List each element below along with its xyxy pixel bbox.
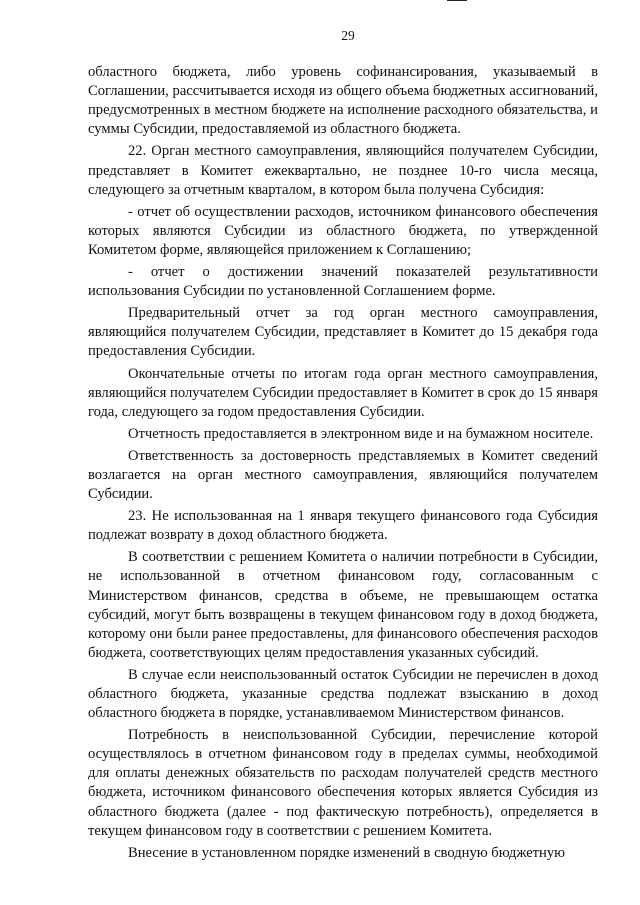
scan-mark <box>447 0 467 1</box>
paragraph: 23. Не использованная на 1 января текущего финансового года Субсидия подлежат возврату в доход областного бюджета. <box>88 508 598 544</box>
paragraph: Ответственность за достоверность представляемых в Комитет сведений возлагается на орган местного самоуправления, являющийся получателем Субсидии. <box>88 447 598 503</box>
paragraph: 22. Орган местного самоуправления, являющийся получателем Субсидии, представляет в Комитет ежеквартально, не позднее 10-го числа месяца, следующего за отчетным кварталом, в котором была получена Субсидия: <box>88 143 598 198</box>
paragraph: В соответствии с решением Комитета о наличии потребности в Субсидии, не использованной в отчетном финансовом году, согласованным с Министерством финансов, средства в объеме, не превышающем остатка субсидий, могут быть возвращены в текущем финансовом году в доход бюджета, которому они были ранее предоставлены, для финансового обеспечения расходов бюджета, соответствующих целям предоставления указанных субсидий. <box>88 549 598 661</box>
list-item: - отчет об осуществлении расходов, источником финансового обеспечения которых являются Субсидии из областного бюджета, по утвержденной Комитетом форме, являющейся приложением к Соглашению; <box>88 203 598 258</box>
paragraph: В случае если неиспользованный остаток Субсидии не перечислен в доход областного бюджета, указанные средства подлежат взысканию в доход областного бюджета в порядке, устанавливаемом Министерством финансов. <box>88 666 598 722</box>
paragraph: областного бюджета, либо уровень софинансирования, указываемый в Соглашении, рассчитывается исходя из общего объема бюджетных ассигнований, предусмотренных в местном бюджете на исполнение расходного обязательства, и суммы Субсидии, предоставляемой из областного бюджета. <box>88 64 598 138</box>
page-number: 29 <box>341 28 355 43</box>
paragraph: Отчетность предоставляется в электронном виде и на бумажном носителе. <box>128 425 594 442</box>
paragraph: Внесение в установленном порядке изменений в сводную бюджетную <box>128 844 566 861</box>
paragraph: Потребность в неиспользованной Субсидии, перечисление которой осуществлялось в отчетном финансовом году в пределах суммы, необходимой для оплаты денежных обязательств по расходам получателей средств местного бюджета, источником финансового обеспечения которых является Субсидия из областного бюджета (далее - под фактическую потребность), определяется в текущем финансовом году в соответствии с решением Комитета. <box>88 727 598 839</box>
list-item: - отчет о достижении значений показателей результативности использования Субсидии по установленной Соглашением форме. <box>88 264 598 300</box>
paragraph: Предварительный отчет за год орган местного самоуправления, являющийся получателем Субсидии, представляет в Комитет до 15 декабря года предоставления Субсидии. <box>88 305 598 360</box>
paragraph: Окончательные отчеты по итогам года орган местного самоуправления, являющийся получателем Субсидии предоставляет в Комитет в срок до 15 января года, следующего за годом предоставления Субсидии. <box>88 365 598 420</box>
